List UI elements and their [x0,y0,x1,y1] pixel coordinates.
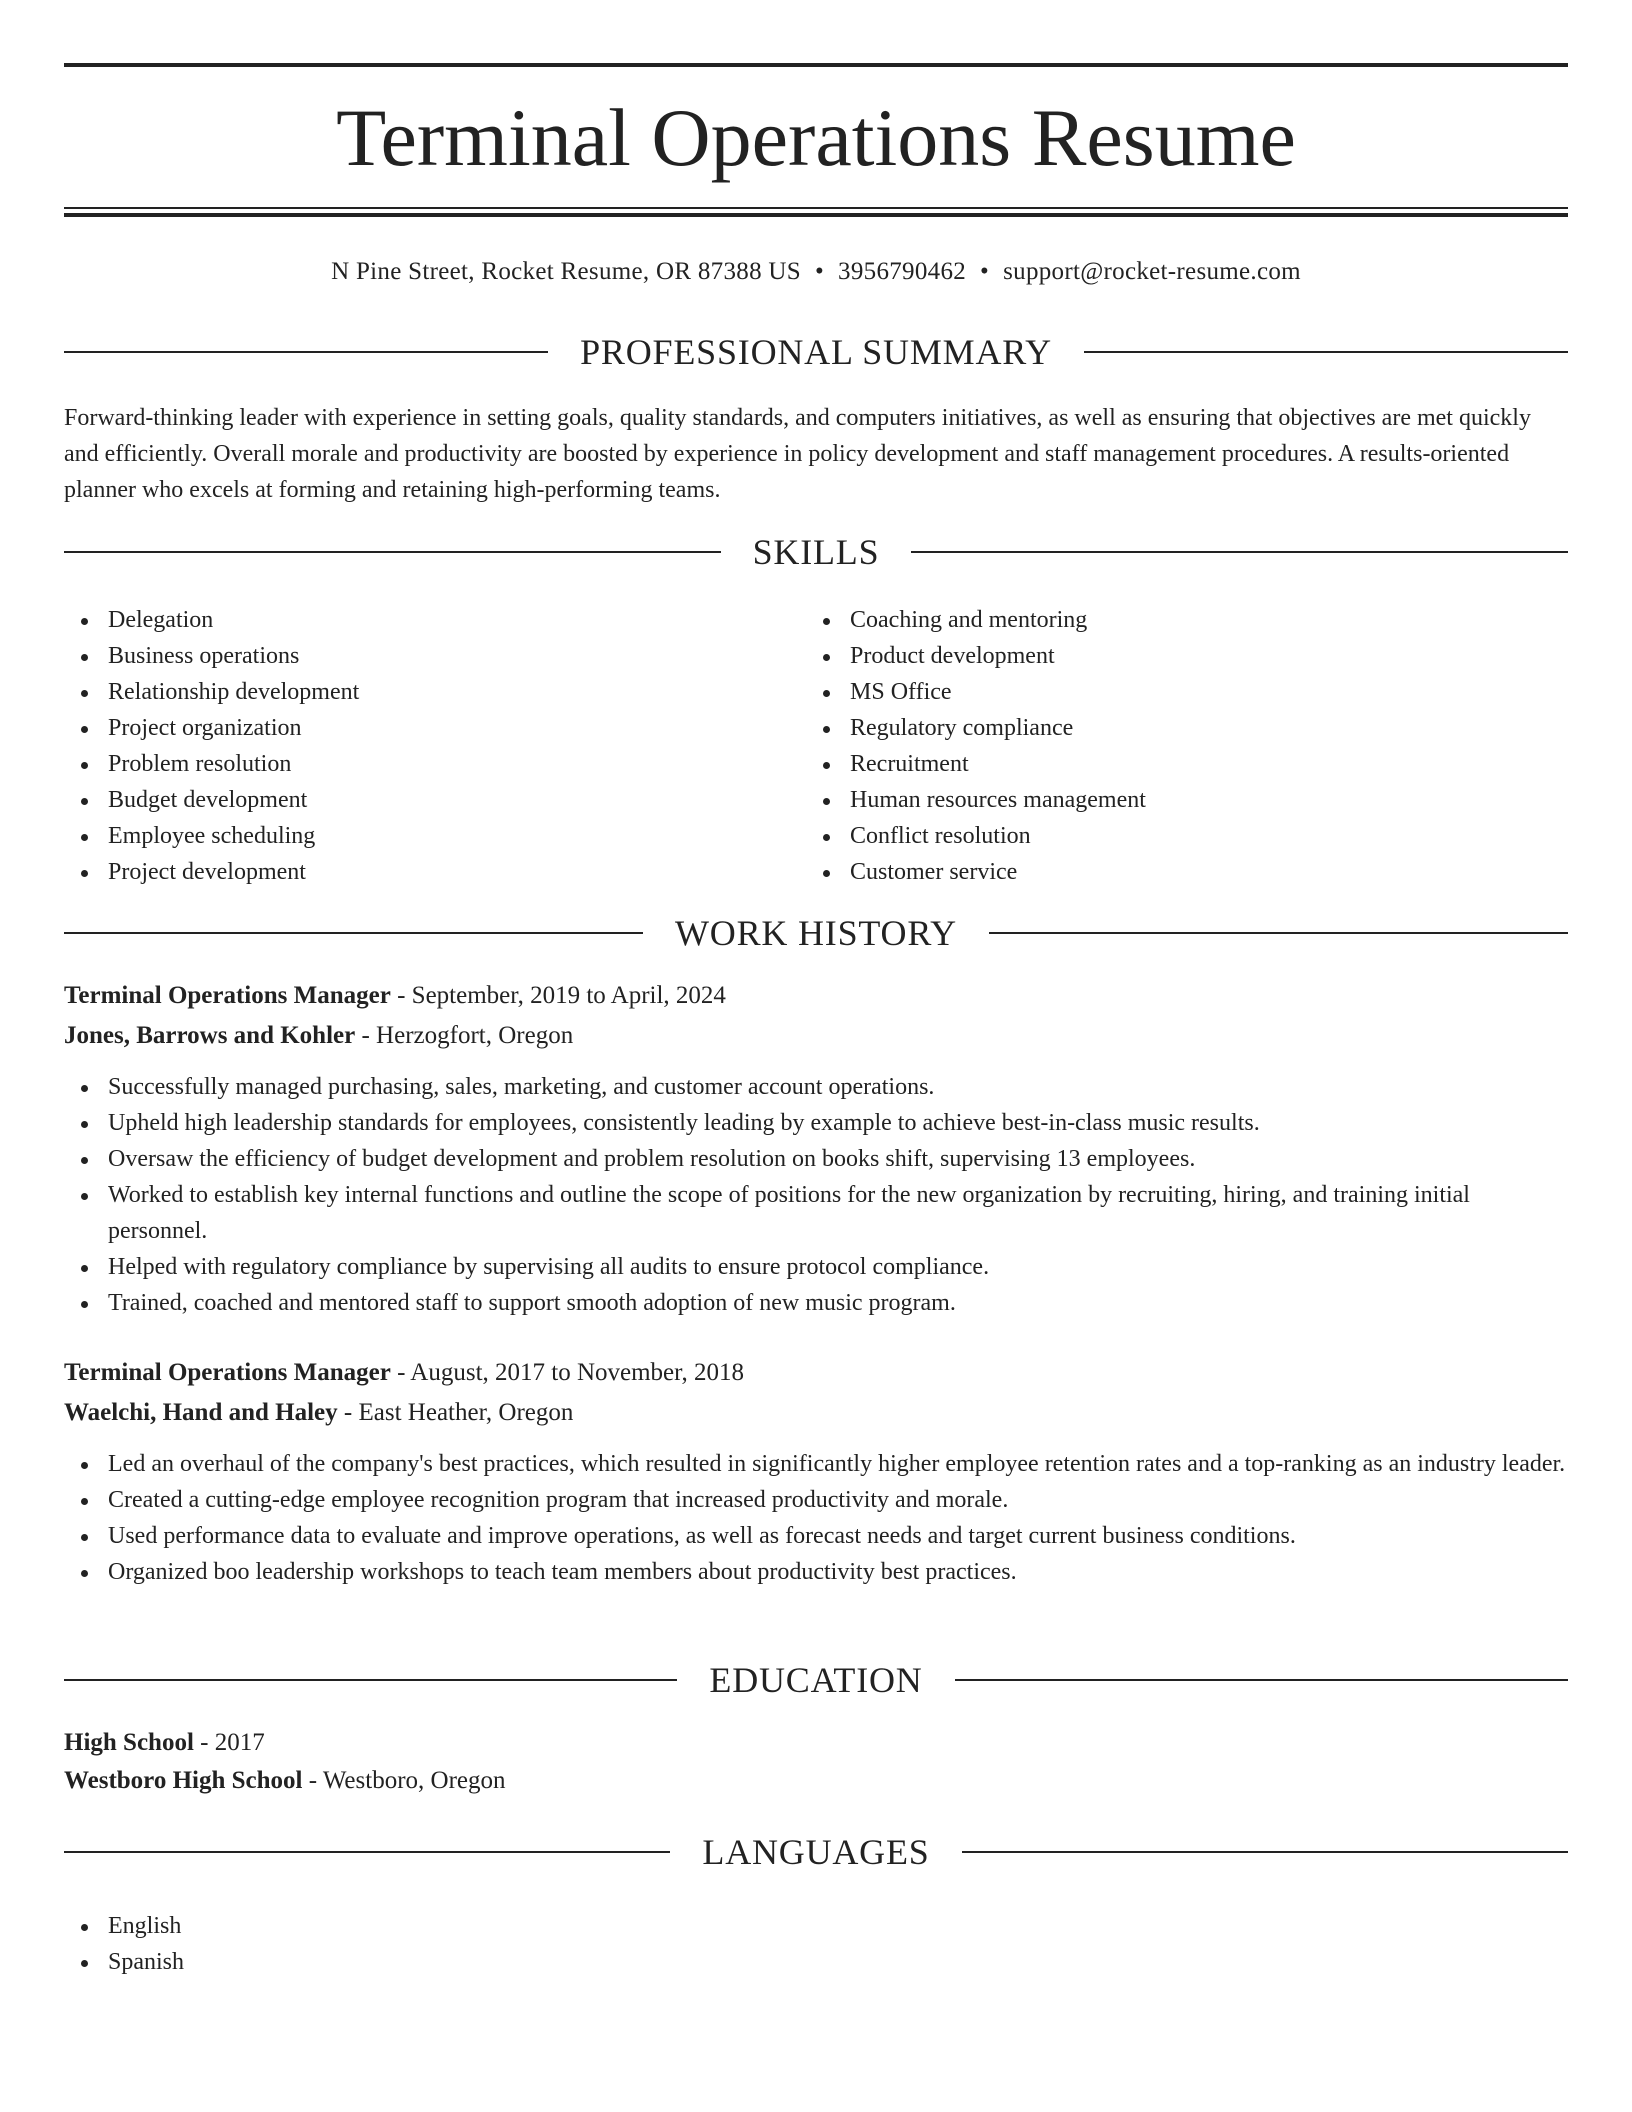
summary-text: Forward-thinking leader with experience in setting goals, quality standards, and computers initiatives, as well as ensuring that objectives are met quickly and efficiently. Overall morale and productivity are boosted by experience in policy development and staff management procedures. A results-oriented planner who excels at forming and retaining high-performing teams. [64,405,1531,503]
job-company: Waelchi, Hand and Haley [64,1399,338,1426]
job-bullet: Worked to establish key internal functions and outline the scope of positions for the new organization by recruiting, hiring, and training initial personnel. [64,1177,1568,1249]
job-bullet: Helped with regulatory compliance by supervising all audits to ensure protocol compliance. [64,1249,1568,1285]
job-bullet: Organized boo leadership workshops to teach team members about productivity best practices. [64,1554,1568,1590]
job-location: - Herzogfort, Oregon [355,1022,574,1049]
section-title-summary: PROFESSIONAL SUMMARY [580,332,1052,372]
heading-rule [64,1851,670,1853]
job-title: Terminal Operations Manager [64,982,391,1009]
education-degree: High School [64,1729,194,1756]
heading-rule [989,932,1568,934]
education-school: Westboro High School [64,1767,303,1794]
heading-rule [64,351,548,353]
skill-item: Project development [64,854,744,890]
contact-separator: • [980,258,990,285]
skill-item: Business operations [64,638,744,674]
job-bullet: Used performance data to evaluate and improve operations, as well as forecast needs and target current business conditions. [64,1518,1568,1554]
job-bullet: Successfully managed purchasing, sales, marketing, and customer account operations. [64,1069,1568,1105]
job-title: Terminal Operations Manager [64,1359,391,1386]
heading-rule [962,1851,1568,1853]
job-bullets [64,1069,1568,1321]
job-title-line [64,976,1568,1016]
skill-item: Project organization [64,710,744,746]
skills-list-right [806,602,1486,890]
skills-list-left [64,602,744,890]
section-heading-languages [64,1830,1568,1874]
heading-rule [64,1679,677,1681]
job-dates: - September, 2019 to April, 2024 [390,982,726,1009]
skill-item: Coaching and mentoring [806,602,1486,638]
job-bullet: Created a cutting-edge employee recognition program that increased productivity and morale. [64,1482,1568,1518]
top-rule [64,63,1568,67]
section-title-skills: SKILLS [752,532,880,572]
skill-item: Conflict resolution [806,818,1486,854]
section-title-education: EDUCATION [709,1660,923,1700]
heading-rule [64,551,721,553]
heading-rule [955,1679,1568,1681]
skill-item: Employee scheduling [64,818,744,854]
section-heading-skills [64,530,1568,574]
job-dates: - August, 2017 to November, 2018 [390,1359,744,1386]
job-bullet: Upheld high leadership standards for employees, consistently leading by example to achieve best-in-class music results. [64,1105,1568,1141]
contact-phone: 3956790462 [838,258,967,285]
education-year: - 2017 [193,1729,265,1756]
title-double-rule [64,207,1568,217]
languages-list [64,1908,184,1980]
skill-item: Human resources management [806,782,1486,818]
contact-address: N Pine Street, Rocket Resume, OR 87388 US [331,258,801,285]
language-item: English [64,1908,184,1944]
heading-rule [911,551,1568,553]
job-company: Jones, Barrows and Kohler [64,1022,356,1049]
skill-item: Delegation [64,602,744,638]
section-heading-education [64,1658,1568,1702]
skill-item: Problem resolution [64,746,744,782]
section-heading-work [64,911,1568,955]
heading-rule [64,932,643,934]
resume-title: Terminal Operations Resume [336,92,1296,183]
contact-email: support@rocket-resume.com [1003,258,1301,285]
education-degree-line [64,1723,1568,1763]
job-title-line [64,1353,1568,1393]
education-location: - Westboro, Oregon [302,1767,506,1794]
section-title-work: WORK HISTORY [675,913,957,953]
skill-item: Budget development [64,782,744,818]
contact-separator: • [814,258,825,285]
skill-item: Customer service [806,854,1486,890]
job-bullets [64,1446,1568,1590]
job-company-line [64,1016,1568,1056]
job-company-line [64,1393,1568,1433]
skill-item: Relationship development [64,674,744,710]
job-location: - East Heather, Oregon [337,1399,574,1426]
skill-item: Recruitment [806,746,1486,782]
job-bullet: Led an overhaul of the company's best practices, which resulted in significantly higher employee retention rates and a top-ranking as an industry leader. [64,1446,1568,1482]
skill-item: MS Office [806,674,1486,710]
education-school-line [64,1761,1568,1801]
section-title-languages: LANGUAGES [702,1832,930,1872]
job-bullet: Oversaw the efficiency of budget development and problem resolution on books shift, supervising 13 employees. [64,1141,1568,1177]
contact-line [64,254,1568,290]
section-heading-summary [64,330,1568,374]
language-item: Spanish [64,1944,184,1980]
skill-item: Regulatory compliance [806,710,1486,746]
job-bullet: Trained, coached and mentored staff to support smooth adoption of new music program. [64,1285,1568,1321]
heading-rule [1084,351,1568,353]
skill-item: Product development [806,638,1486,674]
